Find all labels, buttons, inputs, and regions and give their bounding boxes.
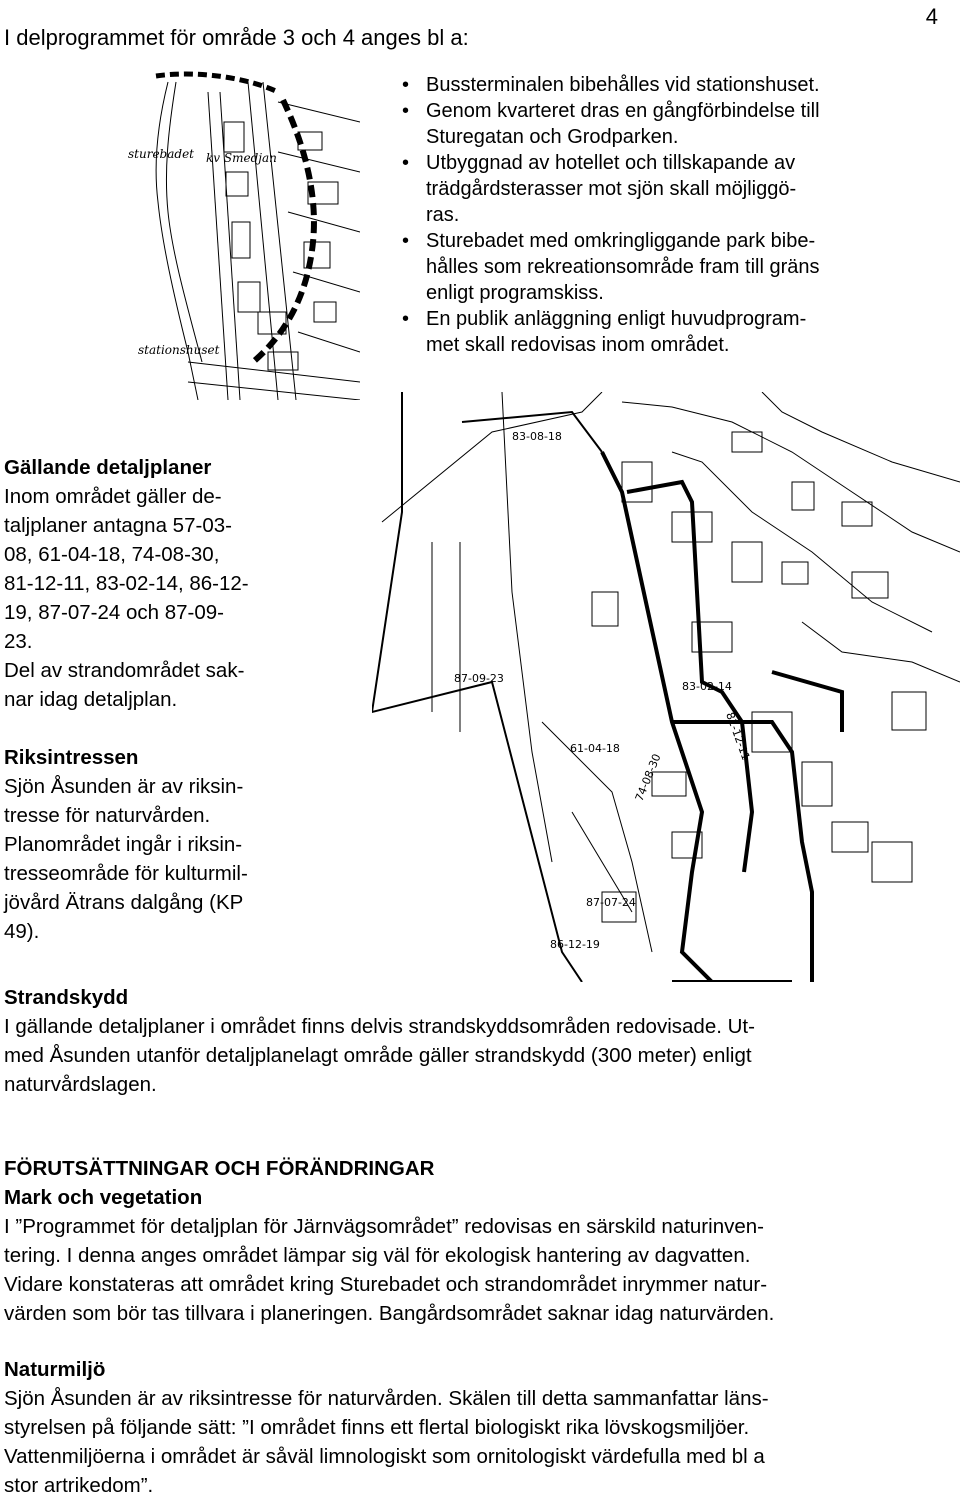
text-line: Inom området gäller de- <box>4 485 222 508</box>
text-line: värden som bör tas tillvara i planeringen. Bangårdsområdet saknar idag naturvärden. <box>4 1302 775 1325</box>
text-line: 81-12-11, 83-02-14, 86-12- <box>4 572 249 595</box>
sketch-label-sturebadet: sturebadet <box>128 147 194 161</box>
text-line: 19, 87-07-24 och 87-09- <box>4 601 224 624</box>
text-line: tresse för naturvården. <box>4 804 211 827</box>
text-line: 08, 61-04-18, 74-08-30, <box>4 543 220 566</box>
text-line: Vidare konstateras att området kring Sturebadet och strandområdet inrymmer natur- <box>4 1273 768 1296</box>
bullet-item: • Genom kvarteret dras en gångförbindelse till Sturegatan och Grodparken. <box>398 98 888 150</box>
plan-label: 83-08-18 <box>512 430 562 443</box>
bullet-list <box>398 72 888 358</box>
plan-label: 83-02-14 <box>682 680 732 693</box>
plan-map <box>372 392 960 982</box>
sketch-label-smedjan: kv Smedjan <box>206 151 277 165</box>
text-line: tering. I denna anges området lämpar sig väl för ekologisk hantering av dagvatten. <box>4 1244 751 1267</box>
plan-label: 86-12-19 <box>550 938 600 951</box>
text-line: naturvårdslagen. <box>4 1073 157 1096</box>
plan-label: 61-04-18 <box>570 742 620 755</box>
heading-strandskydd: Strandskydd <box>4 986 129 1009</box>
plan-label: 81-12-11 <box>723 710 753 762</box>
heading-riksintressen: Riksintressen <box>4 746 139 769</box>
text-line: taljplaner antagna 57-03- <box>4 514 232 537</box>
text-line: stor artrikedom”. <box>4 1474 154 1497</box>
text-line: Sjön Åsunden är av riksin- <box>4 775 244 798</box>
bullet-item: • Utbyggnad av hotellet och tillskapande av trädgårdsterasser mot sjön skall möjliggö- ras. <box>398 150 888 228</box>
section-forutsattningar <box>4 1154 944 1328</box>
subheading-mark-vegetation: Mark och vegetation <box>4 1186 203 1209</box>
left-column <box>4 453 300 946</box>
text-line: nar idag detaljplan. <box>4 688 178 711</box>
bullet-item: • Bussterminalen bibehålles vid stationshuset. <box>398 72 888 98</box>
sketch-label-stationshuset: stationshuset <box>138 343 220 357</box>
text-line: 49). <box>4 920 40 943</box>
text-line: jövård Ätrans dalgång (KP <box>4 891 244 914</box>
intro-text: I delprogrammet för område 3 och 4 anges bl a: <box>4 25 469 50</box>
bullet-item: • Sturebadet med omkringliggande park bibe- hålles som rekreationsområde fram till gräns enligt programskiss. <box>398 228 888 306</box>
plan-label: 87-07-24 <box>586 896 636 909</box>
bullet-item: • En publik anläggning enligt huvudprogram- met skall redovisas inom området. <box>398 306 888 358</box>
text-line: med Åsunden utanför detaljplanelagt område gäller strandskydd (300 meter) enligt <box>4 1044 752 1067</box>
text-line: I ”Programmet för detaljplan för Järnvägsområdet” redovisas en särskild naturinven- <box>4 1215 764 1238</box>
heading-detaljplaner: Gällande detaljplaner <box>4 456 212 479</box>
text-line: Vattenmiljöerna i området är såväl limnologiskt som ornitologiskt värdefulla med bl a <box>4 1445 765 1468</box>
text-line: I gällande detaljplaner i området finns delvis strandskyddsområden redovisade. Ut- <box>4 1015 755 1038</box>
text-line: tresseområde för kulturmil- <box>4 862 248 885</box>
text-line: 23. <box>4 630 33 653</box>
text-line: Planområdet ingår i riksin- <box>4 833 243 856</box>
plan-label: 74-08-30 <box>632 751 664 804</box>
heading-forutsattningar: FÖRUTSÄTTNINGAR OCH FÖRÄNDRINGAR <box>4 1157 435 1180</box>
text-line: styrelsen på följande sätt: ”I området finns ett flertal biologiskt rika lövskogsmiljöer. <box>4 1416 750 1439</box>
text-line: Del av strandområdet sak- <box>4 659 245 682</box>
heading-naturmiljo: Naturmiljö <box>4 1358 106 1381</box>
section-strandskydd <box>4 983 944 1099</box>
plan-label: 87-09-23 <box>454 672 504 685</box>
sketch-map <box>128 62 360 400</box>
text-line: Sjön Åsunden är av riksintresse för naturvården. Skälen till detta sammanfattar läns- <box>4 1387 769 1410</box>
section-naturmiljo <box>4 1355 944 1500</box>
page-number: 4 <box>925 4 938 29</box>
